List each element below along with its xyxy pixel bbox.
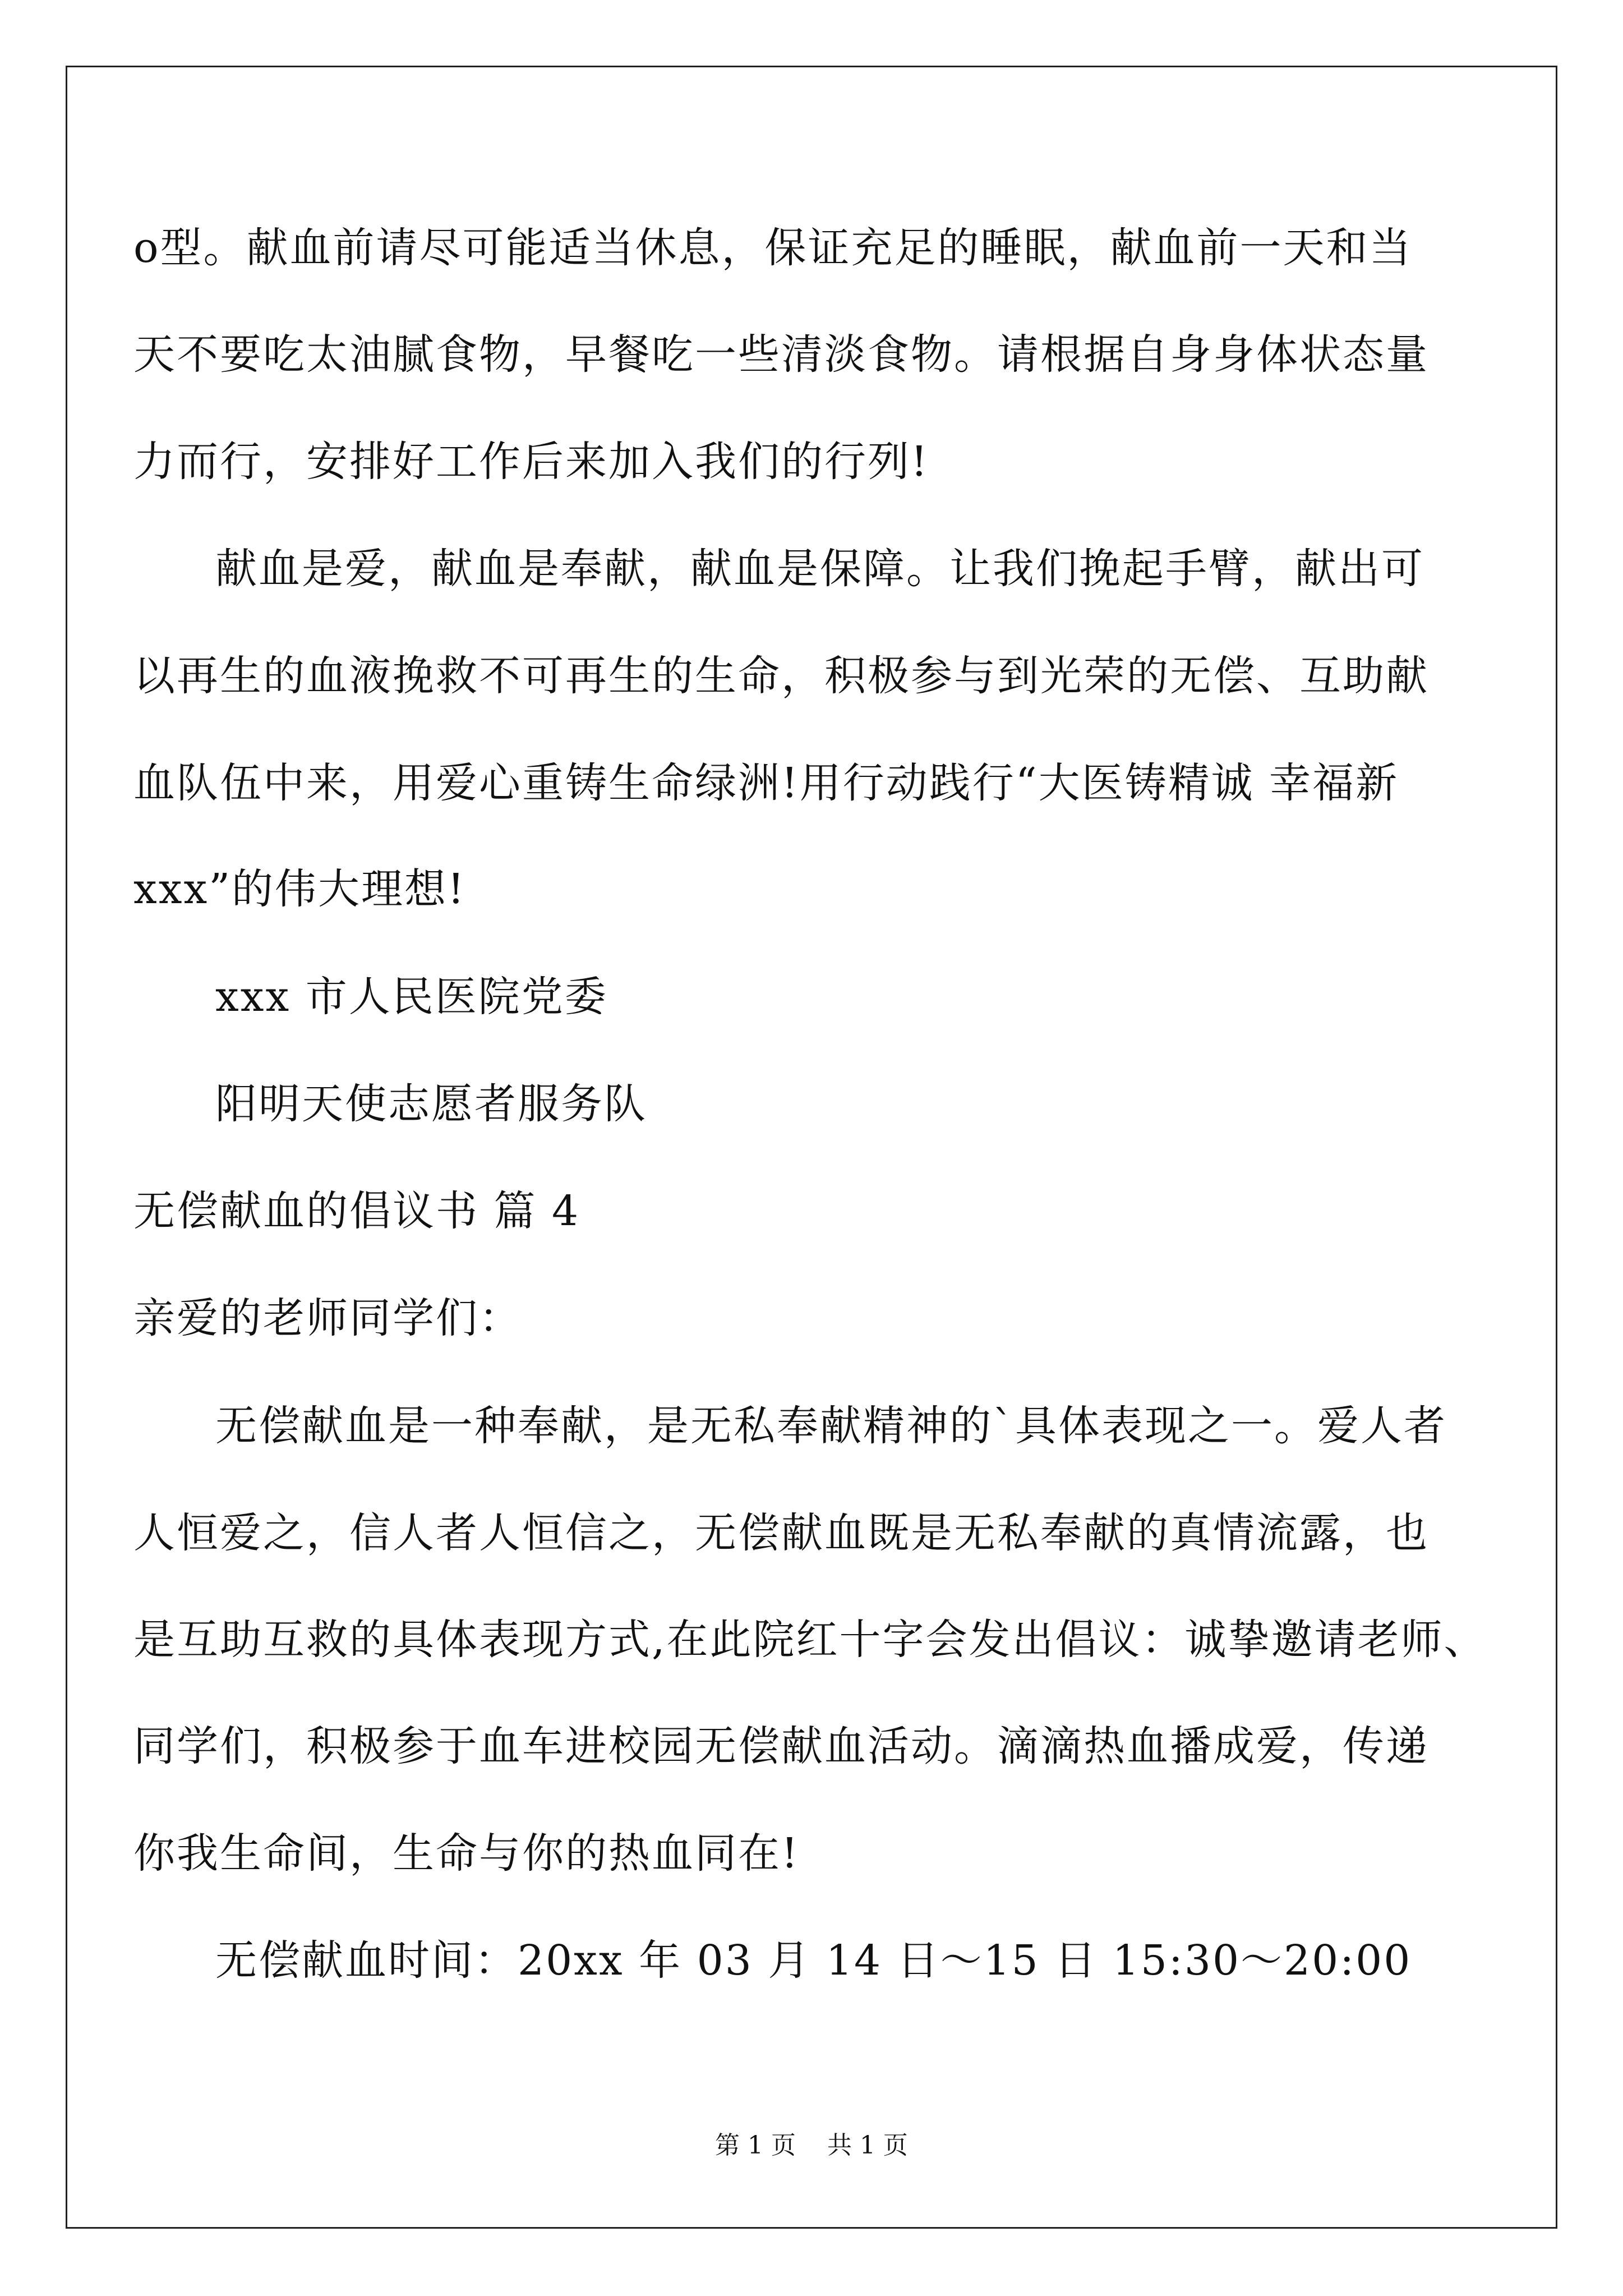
signature-line: xxx 市人民医院党委 xyxy=(215,973,608,1021)
paragraph-line: 无偿献血时间：20xx 年 03 月 14 日～15 日 15:30～20:00 xyxy=(215,1936,1412,1985)
paragraph-line: 力而行，安排好工作后来加入我们的行列! xyxy=(133,438,929,486)
paragraph-line: 你我生命间，生命与你的热血同在! xyxy=(133,1829,800,1878)
paragraph-line: 血队伍中来，用爱心重铸生命绿洲!用行动践行“大医铸精诚 幸福新 xyxy=(133,759,1399,807)
paragraph-line: xxx”的伟大理想! xyxy=(133,865,466,913)
paragraph-line: 天不要吃太油腻食物，早餐吃一些清淡食物。请根据自身身体状态量 xyxy=(133,330,1429,379)
salutation: 亲爱的老师同学们： xyxy=(133,1294,522,1342)
signature-line: 阳明天使志愿者服务队 xyxy=(215,1080,647,1128)
paragraph-line: 无偿献血是一种奉献，是无私奉献精神的`具体表现之一。爱人者 xyxy=(215,1402,1447,1450)
paragraph-line: o型。献血前请尽可能适当休息，保证充足的睡眠，献血前一天和当 xyxy=(133,224,1413,272)
paragraph-line: 献血是爱，献血是奉献，献血是保障。让我们挽起手臂，献出可 xyxy=(215,545,1424,593)
paragraph-line: 同学们，积极参于血车进校园无偿献血活动。滴滴热血播成爱，传递 xyxy=(133,1722,1429,1770)
paragraph-line: 人恒爱之，信人者人恒信之，无偿献血既是无私奉献的真情流露，也 xyxy=(133,1509,1429,1557)
page-border xyxy=(66,66,1557,2229)
paragraph-line: 是互助互救的具体表现方式,在此院红十字会发出倡议：诚挚邀请老师、 xyxy=(133,1616,1487,1664)
section-heading: 无偿献血的倡议书 篇 4 xyxy=(133,1187,580,1235)
paragraph-line: 以再生的血液挽救不可再生的生命，积极参与到光荣的无偿、互助献 xyxy=(133,652,1429,700)
page-number-footer: 第 1 页 共 1 页 xyxy=(715,2131,908,2160)
